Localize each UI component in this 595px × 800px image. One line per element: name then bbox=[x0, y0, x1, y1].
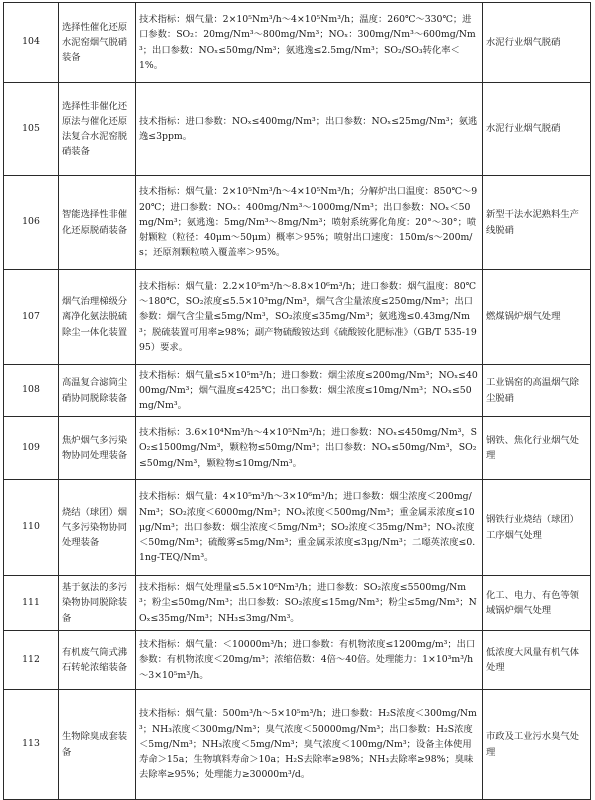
table-row bbox=[4, 631, 591, 690]
technical-specs: 技术指标：烟气量：＜10000m³/h；进口参数：有机物浓度≤1200mg/m³；出口参数：有机物浓度＜20mg/m³；浓缩倍数：4倍～40倍。处理能力：1×10³m³/h～3×10⁵m³/h。 bbox=[136, 631, 483, 690]
row-number: 104 bbox=[4, 3, 59, 83]
application-scope: 水泥行业烟气脱硝 bbox=[483, 3, 591, 83]
application-scope: 水泥行业烟气脱硝 bbox=[483, 83, 591, 176]
application-scope: 工业锅窑的高温烟气除尘脱硝 bbox=[483, 365, 591, 417]
table-row bbox=[4, 690, 591, 800]
technical-specs: 技术指标：烟气量：2.2×10⁵m³/h～8.8×10⁶m³/h；进口参数：烟气温度：80℃～180℃，SO₂浓度≤5.5×10³mg/Nm³，烟气含尘量浓度≤250mg/Nm³；出口参数：烟气含尘量≤5mg/Nm³，SO₂浓度≤35mg/Nm³；氨逃逸≤0.43mg/Nm³；脱硫装置可用率≥98%；副产物硫酸铵达到《硫酸铵化肥标准》（GB/T 535-1995）要求。 bbox=[136, 270, 483, 365]
equipment-table bbox=[3, 2, 591, 800]
table-row bbox=[4, 417, 591, 480]
row-number: 105 bbox=[4, 83, 59, 176]
equipment-name: 生物除臭成套装备 bbox=[59, 690, 136, 800]
technical-specs: 技术指标：烟气量：2×10⁵Nm³/h～4×10⁵Nm³/h；分解炉出口温度：850℃～920℃；进口参数：NOₓ：400mg/Nm³～1000mg/Nm³；出口参数：NOₓ＜50mg/Nm³；氨逃逸：5mg/Nm³～8mg/Nm³；喷射系统雾化角度：20°～30°；喷射颗粒（粒径：40μm～50μm）概率＞95%；喷射出口速度：150m/s～200m/s；还原剂颗粒喷入覆盖率＞95%。 bbox=[136, 176, 483, 270]
technical-specs: 技术指标：烟气量≤5×10⁵m³/h；进口参数：烟尘浓度≤200mg/Nm³；NOₓ≤4000mg/Nm³；烟气温度≤425℃；出口参数：烟尘浓度≤10mg/Nm³；NOₓ≤50mg/Nm³。 bbox=[136, 365, 483, 417]
table-row bbox=[4, 270, 591, 365]
row-number: 110 bbox=[4, 480, 59, 576]
row-number: 113 bbox=[4, 690, 59, 800]
table-row bbox=[4, 176, 591, 270]
row-number: 107 bbox=[4, 270, 59, 365]
application-scope: 新型干法水泥熟料生产线脱硝 bbox=[483, 176, 591, 270]
equipment-name: 选择性催化还原水泥窑烟气脱硝装备 bbox=[59, 3, 136, 83]
table-row bbox=[4, 480, 591, 576]
table-row bbox=[4, 3, 591, 83]
table-row bbox=[4, 365, 591, 417]
equipment-name: 选择性非催化还原法与催化还原法复合水泥窑脱硝装备 bbox=[59, 83, 136, 176]
equipment-name: 智能选择性非催化还原脱硝装备 bbox=[59, 176, 136, 270]
technical-specs: 技术指标：烟气量：4×10⁵m³/h～3×10⁶m³/h；进口参数：烟尘浓度＜200mg/Nm³；SO₂浓度＜6000mg/Nm³；NOₓ浓度＜500mg/Nm³；重金属汞浓度≤10μg/Nm³；出口参数：烟尘浓度＜5mg/Nm³；SO₂浓度＜35mg/Nm³；NOₓ浓度＜50mg/Nm³；硫酸雾≤5mg/Nm³；重金属汞浓度≤3μg/Nm³；二噁英浓度≤0.1ng-TEQ/Nm³。 bbox=[136, 480, 483, 576]
application-scope: 燃煤锅炉烟气处理 bbox=[483, 270, 591, 365]
equipment-name: 烟气治理梯级分离净化氨法脱硫除尘一体化装置 bbox=[59, 270, 136, 365]
row-number: 112 bbox=[4, 631, 59, 690]
technical-specs: 技术指标：烟气处理量≤5.5×10⁶Nm³/h；进口参数：SO₂浓度≤5500mg/Nm³；粉尘≤50mg/Nm³；出口参数：SO₂浓度≤15mg/Nm³；粉尘≤5mg/Nm³；NOₓ≤35mg/Nm³；NH₃≤3mg/Nm³。 bbox=[136, 576, 483, 631]
application-scope: 市政及工业污水臭气处理 bbox=[483, 690, 591, 800]
technical-specs: 技术指标：进口参数：NOₓ≤400mg/Nm³；出口参数：NOₓ≤25mg/Nm³；氨逃逸≤3ppm。 bbox=[136, 83, 483, 176]
equipment-name: 焦炉烟气多污染物协同处理装备 bbox=[59, 417, 136, 480]
technical-specs: 技术指标：烟气量：2×10⁵Nm³/h～4×10⁵Nm³/h；温度：260℃～330℃；进口参数：SO₂：20mg/Nm³～800mg/Nm³；NOₓ：300mg/Nm³～600mg/Nm³；出口参数：NOₓ≤50mg/Nm³；氨逃逸≤2.5mg/Nm³；SO₂/SO₃转化率＜1%。 bbox=[136, 3, 483, 83]
technical-specs: 技术指标：3.6×10⁴Nm³/h～4×10⁵Nm³/h；进口参数：NOₓ≤450mg/Nm³，SO₂≤1500mg/Nm³，颗粒物≤50mg/Nm³；出口参数：NOₓ≤50mg/Nm³，SO₂≤50mg/Nm³，颗粒物≤10mg/Nm³。 bbox=[136, 417, 483, 480]
technical-specs: 技术指标：烟气量：500m³/h～5×10⁵m³/h；进口参数：H₂S浓度＜300mg/Nm³；NH₃浓度＜300mg/Nm³；臭气浓度＜50000mg/Nm³；出口参数：H₂S浓度＜5mg/Nm³；NH₃浓度＜5mg/Nm³；臭气浓度＜100mg/Nm³；设备主体使用寿命＞15a；生物填料寿命＞10a；H₂S去除率≥98%；NH₃去除率≥98%；臭味去除率≥95%；处理能力≥30000m³/d。 bbox=[136, 690, 483, 800]
application-scope: 钢铁、焦化行业烟气处理 bbox=[483, 417, 591, 480]
row-number: 109 bbox=[4, 417, 59, 480]
table-row bbox=[4, 83, 591, 176]
application-scope: 低浓度大风量有机气体处理 bbox=[483, 631, 591, 690]
equipment-name: 基于氨法的多污染物协同脱除装备 bbox=[59, 576, 136, 631]
equipment-name: 烧结（球团）烟气多污染物协同处理装备 bbox=[59, 480, 136, 576]
application-scope: 钢铁行业烧结（球团）工序烟气处理 bbox=[483, 480, 591, 576]
table-row bbox=[4, 576, 591, 631]
application-scope: 化工、电力、有色等领域锅炉烟气处理 bbox=[483, 576, 591, 631]
row-number: 106 bbox=[4, 176, 59, 270]
row-number: 111 bbox=[4, 576, 59, 631]
equipment-name: 高温复合滤筒尘硝协同脱除装备 bbox=[59, 365, 136, 417]
equipment-name: 有机废气筒式沸石转轮浓缩装备 bbox=[59, 631, 136, 690]
row-number: 108 bbox=[4, 365, 59, 417]
